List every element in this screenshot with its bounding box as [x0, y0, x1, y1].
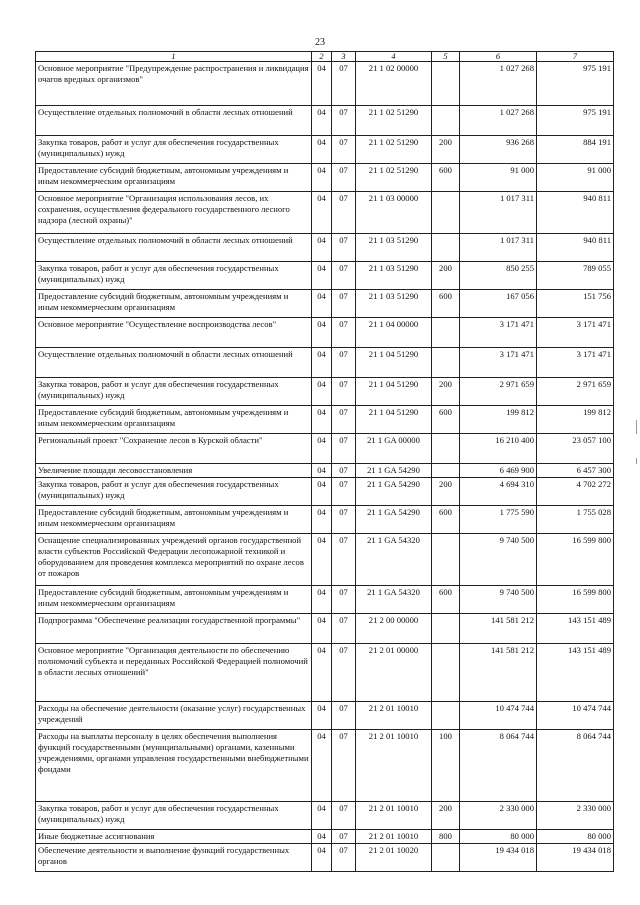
row-name: Предоставление субсидий бюджетным, автономным учреждениям и иным некоммерческим организациям [36, 506, 312, 534]
amount-year-2: 80 000 [537, 830, 614, 844]
section-code: 04 [312, 290, 332, 318]
amount-year-1: 10 474 744 [460, 702, 537, 730]
amount-year-1: 1 017 311 [460, 192, 537, 234]
table-row [36, 136, 614, 164]
section-code: 04 [312, 378, 332, 406]
section-code: 04 [312, 434, 332, 464]
expense-type-code: 200 [432, 262, 460, 290]
amount-year-1: 1 027 268 [460, 62, 537, 106]
row-name: Закупка товаров, работ и услуг для обеспечения государственных (муниципальных) нужд [36, 378, 312, 406]
row-name: Оснащение специализированных учреждений органов государственной власти субъектов Российской Федерации лесопожарной техникой и оборудованием для проведения комплекса мероприятий по охране лесов от пожаров [36, 534, 312, 586]
amount-year-1: 2 330 000 [460, 802, 537, 830]
expense-type-code [432, 464, 460, 478]
expense-type-code: 200 [432, 378, 460, 406]
section-code: 04 [312, 406, 332, 434]
table-row [36, 164, 614, 192]
target-article-code: 21 1 04 51290 [356, 348, 432, 378]
table-row [36, 406, 614, 434]
row-name: Предоставление субсидий бюджетным, автономным учреждениям и иным некоммерческим организациям [36, 164, 312, 192]
target-article-code: 21 1 03 51290 [356, 234, 432, 262]
expense-type-code: 200 [432, 136, 460, 164]
row-name: Основное мероприятие "Организация деятельности по обеспечению полномочий субъекта и переданных Российской Федерацией полномочий в области лесных отношений" [36, 644, 312, 702]
subsection-code: 07 [332, 378, 356, 406]
expense-type-code [432, 192, 460, 234]
amount-year-2: 10 474 744 [537, 702, 614, 730]
expense-type-code: 600 [432, 406, 460, 434]
amount-year-2: 1 755 028 [537, 506, 614, 534]
target-article-code: 21 1 GA 54290 [356, 506, 432, 534]
table-row [36, 290, 614, 318]
amount-year-2: 143 151 489 [537, 644, 614, 702]
target-article-code: 21 2 01 10020 [356, 844, 432, 872]
subsection-code: 07 [332, 478, 356, 506]
expense-type-code: 800 [432, 830, 460, 844]
subsection-code: 07 [332, 802, 356, 830]
target-article-code: 21 2 01 10010 [356, 802, 432, 830]
expense-type-code: 600 [432, 164, 460, 192]
header-cell-col-3: 3 [332, 52, 356, 62]
expense-type-code [432, 62, 460, 106]
section-code: 04 [312, 62, 332, 106]
expense-type-code: 600 [432, 586, 460, 614]
amount-year-1: 1 017 311 [460, 234, 537, 262]
amount-year-2: 16 599 800 [537, 586, 614, 614]
row-name: Обеспечение деятельности и выполнение функций государственных органов [36, 844, 312, 872]
amount-year-2: 23 057 100 [537, 434, 614, 464]
amount-year-2: 884 191 [537, 136, 614, 164]
expense-type-code: 200 [432, 802, 460, 830]
table-row [36, 62, 614, 106]
expense-type-code [432, 614, 460, 644]
amount-year-1: 850 255 [460, 262, 537, 290]
scan-mark [636, 458, 637, 464]
expense-type-code [432, 348, 460, 378]
expense-type-code [432, 534, 460, 586]
subsection-code: 07 [332, 62, 356, 106]
amount-year-1: 2 971 659 [460, 378, 537, 406]
subsection-code: 07 [332, 262, 356, 290]
expense-type-code [432, 844, 460, 872]
subsection-code: 07 [332, 830, 356, 844]
row-name: Расходы на выплаты персоналу в целях обеспечения выполнения функций государственными (муниципальными) органами, казенными учреждениями, органами управления государственными внебюджетными фондами [36, 730, 312, 802]
scan-mark [636, 420, 637, 434]
table-row [36, 348, 614, 378]
target-article-code: 21 1 03 51290 [356, 262, 432, 290]
row-name: Региональный проект "Сохранение лесов в Курской области" [36, 434, 312, 464]
expense-type-code: 200 [432, 478, 460, 506]
amount-year-1: 80 000 [460, 830, 537, 844]
table-row [36, 644, 614, 702]
row-name: Осуществление отдельных полномочий в области лесных отношений [36, 234, 312, 262]
expense-type-code: 100 [432, 730, 460, 802]
row-name: Предоставление субсидий бюджетным, автономным учреждениям и иным некоммерческим организациям [36, 290, 312, 318]
row-name: Основное мероприятие "Организация использования лесов, их сохранения, осуществления федерального государственного лесного надзора (лесной охраны)" [36, 192, 312, 234]
header-cell-col-7: 7 [537, 52, 614, 62]
row-name: Закупка товаров, работ и услуг для обеспечения государственных (муниципальных) нужд [36, 478, 312, 506]
section-code: 04 [312, 464, 332, 478]
section-code: 04 [312, 586, 332, 614]
amount-year-1: 1 775 590 [460, 506, 537, 534]
expense-type-code [432, 702, 460, 730]
section-code: 04 [312, 164, 332, 192]
table-row [36, 830, 614, 844]
amount-year-2: 940 811 [537, 192, 614, 234]
row-name: Закупка товаров, работ и услуг для обеспечения государственных (муниципальных) нужд [36, 802, 312, 830]
target-article-code: 21 1 02 00000 [356, 62, 432, 106]
section-code: 04 [312, 234, 332, 262]
section-code: 04 [312, 192, 332, 234]
expense-type-code [432, 644, 460, 702]
subsection-code: 07 [332, 164, 356, 192]
table-row [36, 614, 614, 644]
target-article-code: 21 1 GA 54320 [356, 586, 432, 614]
section-code: 04 [312, 830, 332, 844]
section-code: 04 [312, 730, 332, 802]
table-row [36, 534, 614, 586]
amount-year-2: 975 191 [537, 106, 614, 136]
row-name: Предоставление субсидий бюджетным, автономным учреждениям и иным некоммерческим организациям [36, 406, 312, 434]
amount-year-1: 9 740 500 [460, 586, 537, 614]
amount-year-2: 16 599 800 [537, 534, 614, 586]
row-name: Расходы на обеспечение деятельности (оказание услуг) государственных учреждений [36, 702, 312, 730]
amount-year-2: 8 064 744 [537, 730, 614, 802]
page-number: 23 [315, 37, 325, 48]
section-code: 04 [312, 318, 332, 348]
table-row [36, 378, 614, 406]
header-cell-col-1: 1 [36, 52, 312, 62]
subsection-code: 07 [332, 192, 356, 234]
amount-year-2: 6 457 300 [537, 464, 614, 478]
row-name: Увеличение площади лесовосстановления [36, 464, 312, 478]
section-code: 04 [312, 106, 332, 136]
subsection-code: 07 [332, 106, 356, 136]
row-name: Основное мероприятие "Предупреждение распространения и ликвидация очагов вредных организмов" [36, 62, 312, 106]
amount-year-1: 6 469 900 [460, 464, 537, 478]
amount-year-2: 3 171 471 [537, 318, 614, 348]
table-row [36, 506, 614, 534]
amount-year-2: 2 971 659 [537, 378, 614, 406]
amount-year-2: 789 055 [537, 262, 614, 290]
amount-year-1: 167 056 [460, 290, 537, 318]
amount-year-2: 975 191 [537, 62, 614, 106]
section-code: 04 [312, 348, 332, 378]
subsection-code: 07 [332, 644, 356, 702]
expense-type-code: 600 [432, 290, 460, 318]
target-article-code: 21 1 GA 54290 [356, 464, 432, 478]
target-article-code: 21 1 04 51290 [356, 378, 432, 406]
subsection-code: 07 [332, 506, 356, 534]
amount-year-2: 3 171 471 [537, 348, 614, 378]
table-row [36, 262, 614, 290]
table-row [36, 318, 614, 348]
target-article-code: 21 2 01 10010 [356, 830, 432, 844]
amount-year-1: 9 740 500 [460, 534, 537, 586]
section-code: 04 [312, 702, 332, 730]
row-name: Осуществление отдельных полномочий в области лесных отношений [36, 348, 312, 378]
target-article-code: 21 1 03 51290 [356, 290, 432, 318]
header-cell-col-5: 5 [432, 52, 460, 62]
amount-year-1: 141 581 212 [460, 644, 537, 702]
target-article-code: 21 2 01 10010 [356, 730, 432, 802]
amount-year-1: 19 434 018 [460, 844, 537, 872]
amount-year-2: 4 702 272 [537, 478, 614, 506]
section-code: 04 [312, 614, 332, 644]
amount-year-2: 19 434 018 [537, 844, 614, 872]
row-name: Предоставление субсидий бюджетным, автономным учреждениям и иным некоммерческим организациям [36, 586, 312, 614]
subsection-code: 07 [332, 434, 356, 464]
table-row [36, 192, 614, 234]
section-code: 04 [312, 644, 332, 702]
table-row [36, 844, 614, 872]
amount-year-1: 3 171 471 [460, 318, 537, 348]
subsection-code: 07 [332, 702, 356, 730]
target-article-code: 21 1 02 51290 [356, 136, 432, 164]
target-article-code: 21 1 GA 00000 [356, 434, 432, 464]
target-article-code: 21 2 01 10010 [356, 702, 432, 730]
row-name: Осуществление отдельных полномочий в области лесных отношений [36, 106, 312, 136]
subsection-code: 07 [332, 318, 356, 348]
target-article-code: 21 2 00 00000 [356, 614, 432, 644]
target-article-code: 21 2 01 00000 [356, 644, 432, 702]
table-row [36, 702, 614, 730]
section-code: 04 [312, 802, 332, 830]
expense-type-code [432, 234, 460, 262]
table-header-row [36, 52, 614, 62]
row-name: Закупка товаров, работ и услуг для обеспечения государственных (муниципальных) нужд [36, 136, 312, 164]
target-article-code: 21 1 GA 54290 [356, 478, 432, 506]
amount-year-1: 141 581 212 [460, 614, 537, 644]
subsection-code: 07 [332, 534, 356, 586]
header-cell-col-2: 2 [312, 52, 332, 62]
table-row [36, 434, 614, 464]
target-article-code: 21 1 04 51290 [356, 406, 432, 434]
subsection-code: 07 [332, 290, 356, 318]
row-name: Основное мероприятие "Осуществление воспроизводства лесов" [36, 318, 312, 348]
table-row [36, 106, 614, 136]
budget-table [35, 51, 614, 872]
section-code: 04 [312, 262, 332, 290]
subsection-code: 07 [332, 586, 356, 614]
section-code: 04 [312, 844, 332, 872]
subsection-code: 07 [332, 844, 356, 872]
subsection-code: 07 [332, 234, 356, 262]
amount-year-1: 936 268 [460, 136, 537, 164]
amount-year-2: 940 811 [537, 234, 614, 262]
amount-year-2: 91 000 [537, 164, 614, 192]
row-name: Иные бюджетные ассигнования [36, 830, 312, 844]
subsection-code: 07 [332, 464, 356, 478]
target-article-code: 21 1 02 51290 [356, 164, 432, 192]
amount-year-1: 4 694 310 [460, 478, 537, 506]
amount-year-1: 199 812 [460, 406, 537, 434]
table-row [36, 730, 614, 802]
amount-year-2: 199 812 [537, 406, 614, 434]
row-name: Подпрограмма "Обеспечение реализации государственной программы" [36, 614, 312, 644]
amount-year-1: 8 064 744 [460, 730, 537, 802]
expense-type-code: 600 [432, 506, 460, 534]
section-code: 04 [312, 136, 332, 164]
section-code: 04 [312, 506, 332, 534]
section-code: 04 [312, 534, 332, 586]
table-row [36, 478, 614, 506]
amount-year-2: 151 756 [537, 290, 614, 318]
subsection-code: 07 [332, 730, 356, 802]
expense-type-code [432, 434, 460, 464]
section-code: 04 [312, 478, 332, 506]
table-row [36, 464, 614, 478]
row-name: Закупка товаров, работ и услуг для обеспечения государственных (муниципальных) нужд [36, 262, 312, 290]
header-cell-col-6: 6 [460, 52, 537, 62]
table-row [36, 586, 614, 614]
expense-type-code [432, 318, 460, 348]
table-row [36, 802, 614, 830]
amount-year-1: 91 000 [460, 164, 537, 192]
target-article-code: 21 1 03 00000 [356, 192, 432, 234]
target-article-code: 21 1 GA 54320 [356, 534, 432, 586]
subsection-code: 07 [332, 348, 356, 378]
amount-year-2: 143 151 489 [537, 614, 614, 644]
expense-type-code [432, 106, 460, 136]
subsection-code: 07 [332, 406, 356, 434]
table-row [36, 234, 614, 262]
amount-year-1: 16 210 400 [460, 434, 537, 464]
target-article-code: 21 1 02 51290 [356, 106, 432, 136]
header-cell-col-4: 4 [356, 52, 432, 62]
subsection-code: 07 [332, 136, 356, 164]
amount-year-1: 3 171 471 [460, 348, 537, 378]
subsection-code: 07 [332, 614, 356, 644]
target-article-code: 21 1 04 00000 [356, 318, 432, 348]
amount-year-1: 1 027 268 [460, 106, 537, 136]
amount-year-2: 2 330 000 [537, 802, 614, 830]
